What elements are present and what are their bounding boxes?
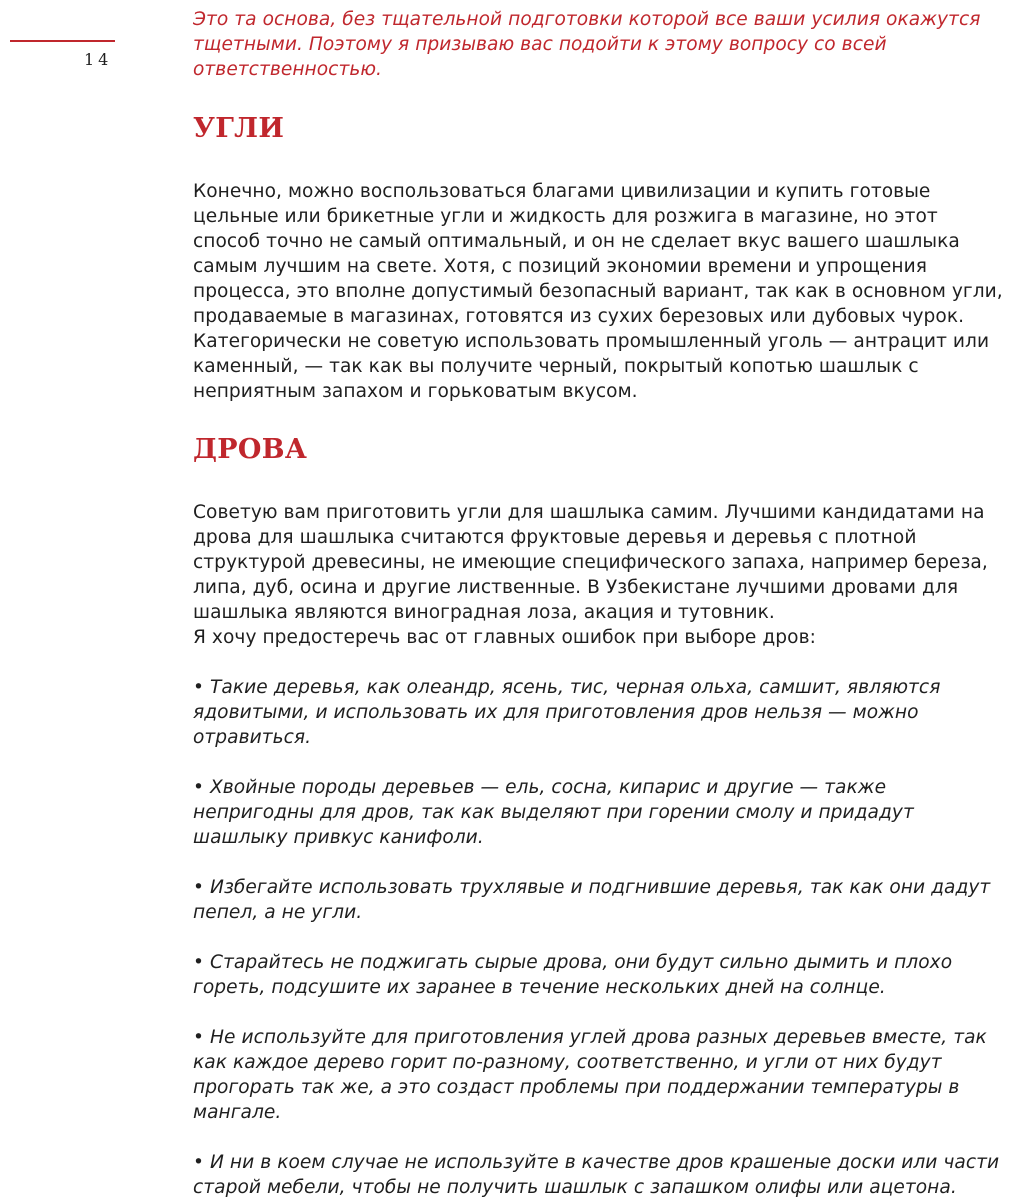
warning-item — [193, 1025, 1005, 1125]
warning-text: И ни в коем случае не используйте в качестве дров крашеные доски или части старой мебели, чтобы не получить шашлык с запашком олифы или ацетона. — [193, 1152, 1000, 1198]
warning-item — [193, 675, 1005, 750]
section-heading-coals: УГЛИ — [193, 113, 285, 144]
warning-text: Старайтесь не поджигать сырые дрова, они будут сильно дымить и плохо гореть, подсушите их заранее в течение нескольких дней на солнце. — [193, 952, 953, 998]
warning-text: Избегайте использовать трухлявые и подгнившие деревья, так как они дадут пепел, а не угли. — [193, 877, 991, 923]
warning-item — [193, 775, 1005, 850]
bullet-icon: • — [193, 1152, 205, 1173]
bullet-icon: • — [193, 952, 205, 973]
page-number: 14 — [84, 50, 113, 69]
bullet-icon: • — [193, 877, 205, 898]
bullet-icon: • — [193, 1027, 205, 1048]
page-content — [193, 7, 1005, 1200]
warning-item — [193, 950, 1005, 1000]
bullet-icon: • — [193, 777, 205, 798]
warning-text: Хвойные породы деревьев — ель, сосна, кипарис и другие — также непригодны для дров, так как выделяют при горении смолу и придадут шашлыку привкус канифоли. — [193, 777, 914, 848]
warning-text: Такие деревья, как олеандр, ясень, тис, черная ольха, самшит, являются ядовитыми, и использовать их для приготовления дров нельзя — можно отравиться. — [193, 677, 941, 748]
warning-item — [193, 1150, 1005, 1200]
page-rule — [10, 40, 115, 42]
coals-paragraph: Конечно, можно воспользоваться благами цивилизации и купить готовые цельные или брикетные угли и жидкость для розжига в магазине, но этот способ точно не самый оптимальный, и он не сделает вкус вашего шашлыка самым лучшим на свете. Хотя, с позиций экономии времени и упрощения процесса, это вполне допустимый безопасный вариант, так как в основном угли, продаваемые в магазинах, готовятся из сухих березовых или дубовых чурок. Категорически не советую использовать промышленный уголь — антрацит или каменный, — так как вы получите черный, покрытый копотью шашлык с неприятным запахом и горьковатым вкусом. — [193, 181, 1003, 402]
firewood-paragraph: Советую вам приготовить угли для шашлыка самим. Лучшими кандидатами на дрова для шашлыка считаются фруктовые деревья и деревья с плотной структурой древесины, не имеющие специфического запаха, например береза, липа, дуб, осина и другие лиственные. В Узбекистане лучшими дровами для шашлыка являются виноградная лоза, акация и тутовник. — [193, 502, 988, 623]
bullet-icon: • — [193, 677, 205, 698]
warning-text: Не используйте для приготовления углей дрова разных деревьев вместе, так как каждое дерево горит по-разному, соответственно, и угли от них будут прогорать так же, а это создаст проблемы при поддержании температуры в мангале. — [193, 1027, 987, 1123]
section-heading-firewood: ДРОВА — [193, 434, 308, 465]
intro-text: Это та основа, без тщательной подготовки которой все ваши усилия окажутся тщетными. Поэтому я призываю вас подойти к этому вопросу со всей ответственностью. — [193, 9, 981, 80]
warning-list — [193, 675, 1005, 1200]
warning-item — [193, 875, 1005, 925]
warning-intro: Я хочу предостеречь вас от главных ошибок при выборе дров: — [193, 627, 816, 648]
